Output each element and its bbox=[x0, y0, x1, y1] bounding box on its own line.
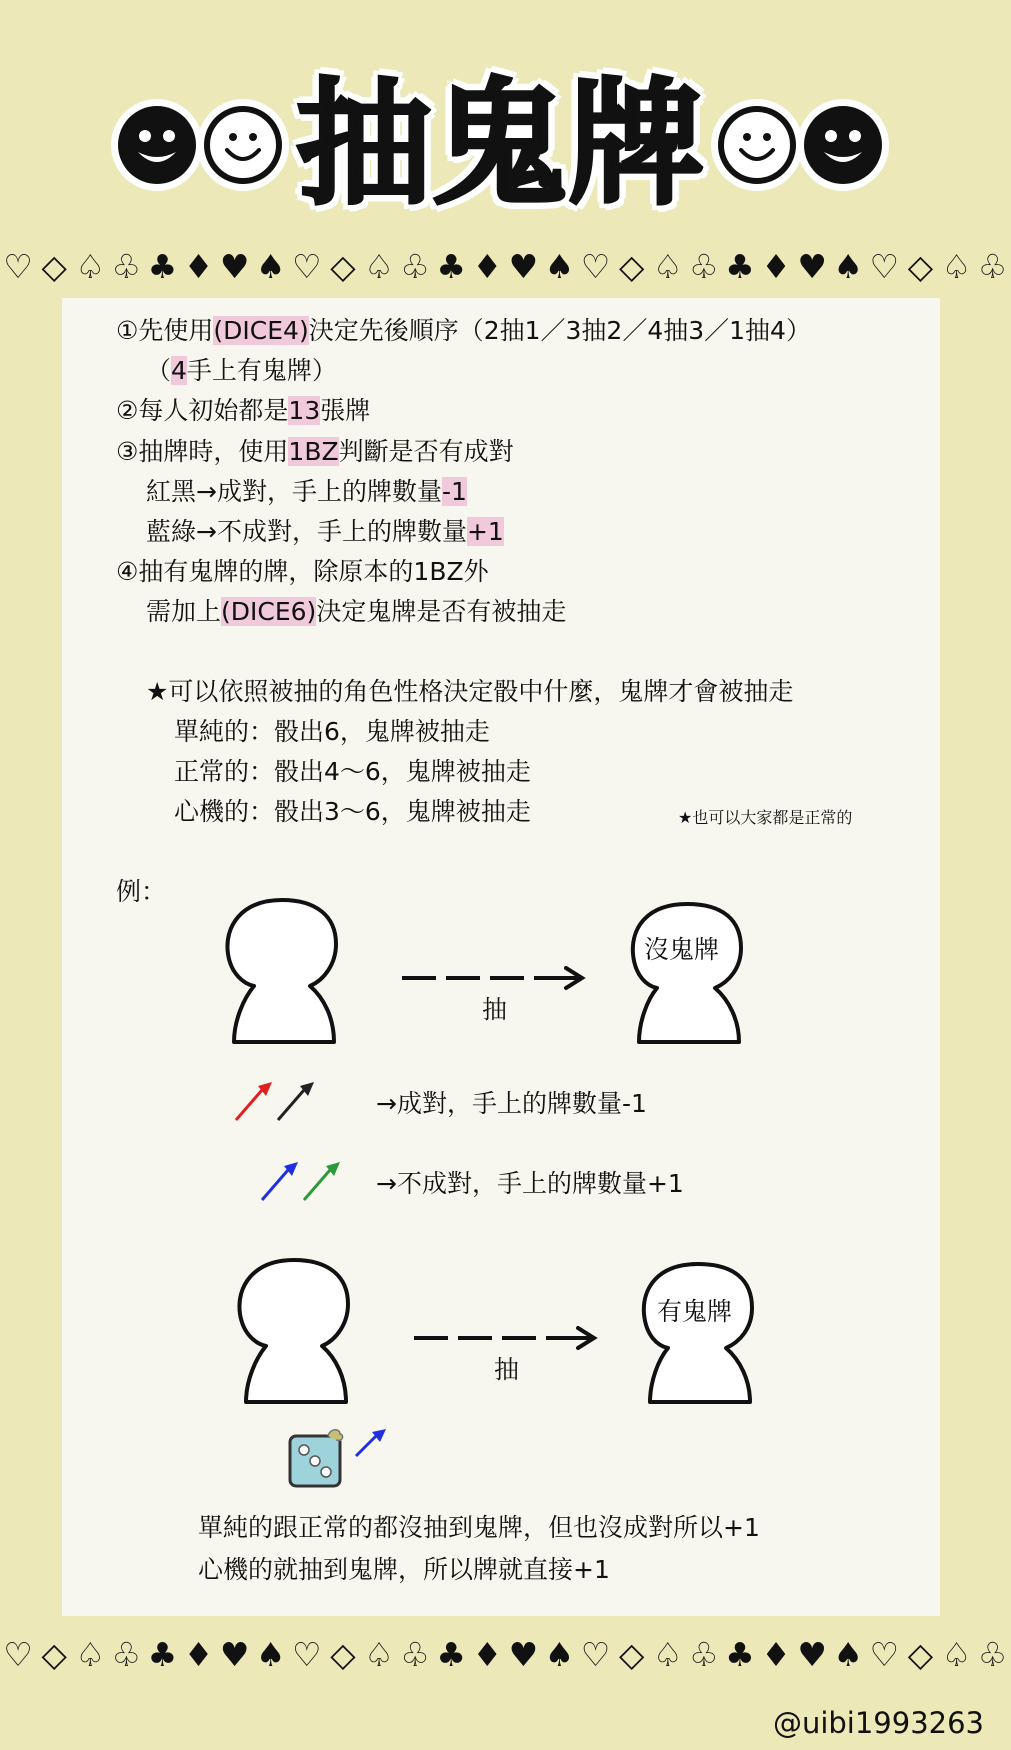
suit-symbol-icon: ◇ bbox=[41, 1635, 67, 1674]
suit-symbol-icon: ♧ bbox=[977, 1635, 1008, 1674]
draw-arrow bbox=[412, 1326, 602, 1350]
black-smiley-icon bbox=[118, 106, 196, 184]
person-figure bbox=[638, 1258, 758, 1406]
rule-text: 張牌 bbox=[320, 396, 371, 425]
has-joker-label: 有鬼牌 bbox=[657, 1297, 733, 1326]
suit-symbol-icon: ♧ bbox=[111, 247, 142, 286]
pair-result-text: →成對，手上的牌數量-1 bbox=[376, 1089, 647, 1118]
rule-highlight: -1 bbox=[441, 477, 467, 506]
suit-symbol-icon: ♡ bbox=[292, 1635, 322, 1674]
suit-symbol-icon: ♣ bbox=[725, 247, 755, 286]
suit-symbol-icon: ♠ bbox=[833, 1635, 863, 1674]
suit-symbol-icon: ◇ bbox=[41, 247, 67, 286]
suit-symbol-icon: ◇ bbox=[618, 1635, 645, 1674]
suit-symbol-icon: ♡ bbox=[292, 247, 322, 286]
suit-symbol-icon: ♥ bbox=[219, 247, 250, 286]
star-note-item: 心機的：骰出3〜6，鬼牌被抽走 bbox=[174, 797, 531, 826]
star-note-headline: ★可以依照被抽的角色性格決定骰中什麼，鬼牌才會被抽走 bbox=[146, 677, 794, 706]
rule-highlight: (DICE4) bbox=[213, 316, 309, 345]
rule-line bbox=[116, 314, 811, 348]
rule-text: 藍綠→不成對，手上的牌數量 bbox=[146, 517, 467, 546]
title-banner bbox=[0, 60, 1000, 230]
rule-line bbox=[146, 515, 504, 549]
suit-symbol-icon: ♥ bbox=[508, 247, 539, 286]
suit-symbol-icon: ♣ bbox=[436, 1635, 466, 1674]
blue-green-pins-icon bbox=[258, 1160, 348, 1204]
suit-symbol-icon: ♦ bbox=[761, 1635, 791, 1674]
suit-symbol-icon: ♡ bbox=[869, 1635, 900, 1674]
rule-text: ③抽牌時，使用 bbox=[116, 437, 289, 466]
suit-symbol-icon: ♤ bbox=[75, 247, 106, 286]
suit-symbol-icon: ♣ bbox=[725, 1635, 755, 1674]
star-note-item: 單純的：骰出6，鬼牌被抽走 bbox=[174, 717, 490, 746]
suit-symbol-icon: ♠ bbox=[544, 247, 575, 286]
rule-line bbox=[146, 354, 337, 388]
suit-border-top bbox=[0, 245, 1008, 289]
suit-symbol-icon: ♤ bbox=[652, 1635, 683, 1674]
dice-icon bbox=[284, 1428, 346, 1490]
suit-symbol-icon: ♦ bbox=[472, 247, 503, 286]
person-figure bbox=[222, 894, 342, 1046]
suit-symbol-icon: ♡ bbox=[3, 1635, 33, 1674]
suit-symbol-icon: ♣ bbox=[147, 1635, 178, 1674]
suit-symbol-icon: ♥ bbox=[219, 1635, 250, 1674]
rules-panel bbox=[62, 298, 940, 1616]
suit-symbol-icon: ♦ bbox=[761, 247, 791, 286]
page-title: 抽鬼牌 bbox=[296, 66, 704, 224]
rule-text: 紅黑→成對，手上的牌數量 bbox=[146, 477, 442, 506]
suit-symbol-icon: ♧ bbox=[977, 247, 1008, 286]
suit-symbol-icon: ♠ bbox=[255, 1635, 286, 1674]
suit-symbol-icon: ♡ bbox=[3, 247, 33, 286]
suit-border-bottom bbox=[0, 1633, 1008, 1677]
rule-highlight: 1BZ bbox=[288, 437, 339, 466]
no-pair-result-text: →不成對，手上的牌數量+1 bbox=[376, 1169, 684, 1198]
suit-symbol-icon: ♤ bbox=[75, 1635, 106, 1674]
suit-symbol-icon: ◇ bbox=[330, 1635, 356, 1674]
blue-pin-icon bbox=[354, 1428, 390, 1458]
star-side-note: ★也可以大家都是正常的 bbox=[678, 808, 853, 827]
rule-text: ②每人初始都是 bbox=[116, 396, 289, 425]
rule-line bbox=[116, 435, 514, 469]
suit-symbol-icon: ♤ bbox=[364, 1635, 394, 1674]
suit-symbol-icon: ♦ bbox=[183, 1635, 214, 1674]
suit-symbol-icon: ♦ bbox=[183, 247, 214, 286]
suit-symbol-icon: ◇ bbox=[907, 1635, 934, 1674]
person-figure bbox=[234, 1254, 354, 1406]
suit-symbol-icon: ♡ bbox=[869, 247, 900, 286]
rule-highlight: (DICE6) bbox=[221, 597, 317, 626]
rule-text: 決定先後順序（2抽1／3抽2／4抽3／1抽4） bbox=[308, 316, 811, 345]
black-smiley-icon bbox=[804, 106, 882, 184]
star-note-item: 正常的：骰出4〜6，鬼牌被抽走 bbox=[174, 757, 531, 786]
rule-text: （ bbox=[146, 356, 172, 385]
rule-text: 手上有鬼牌） bbox=[186, 356, 337, 385]
suit-symbol-icon: ♥ bbox=[508, 1635, 539, 1674]
suit-symbol-icon: ♤ bbox=[941, 1635, 972, 1674]
suit-symbol-icon: ♠ bbox=[833, 247, 863, 286]
white-smiley-icon bbox=[718, 106, 796, 184]
white-smiley-icon bbox=[204, 106, 282, 184]
rule-highlight: 4 bbox=[171, 356, 187, 385]
rule-line bbox=[116, 555, 489, 589]
suit-symbol-icon: ♤ bbox=[364, 247, 394, 286]
suit-symbol-icon: ♧ bbox=[111, 1635, 142, 1674]
suit-symbol-icon: ♠ bbox=[255, 247, 286, 286]
no-joker-label: 沒鬼牌 bbox=[644, 935, 720, 964]
rule-text: 判斷是否有成對 bbox=[338, 437, 514, 466]
suit-symbol-icon: ♡ bbox=[580, 1635, 611, 1674]
red-black-pins-icon bbox=[232, 1080, 322, 1124]
suit-symbol-icon: ♧ bbox=[400, 1635, 430, 1674]
suit-symbol-icon: ♤ bbox=[652, 247, 683, 286]
rule-text: 需加上 bbox=[146, 597, 222, 626]
summary-line: 心機的就抽到鬼牌，所以牌就直接+1 bbox=[198, 1555, 610, 1584]
rule-line bbox=[146, 475, 467, 509]
suit-symbol-icon: ♧ bbox=[689, 1635, 719, 1674]
suit-symbol-icon: ♥ bbox=[797, 247, 827, 286]
suit-symbol-icon: ◇ bbox=[907, 247, 934, 286]
rule-line bbox=[116, 394, 370, 428]
suit-symbol-icon: ♦ bbox=[472, 1635, 503, 1674]
rule-text: ①先使用 bbox=[116, 316, 214, 345]
suit-symbol-icon: ♧ bbox=[689, 247, 719, 286]
arrow-label: 抽 bbox=[482, 995, 508, 1024]
rule-line bbox=[146, 595, 566, 629]
suit-symbol-icon: ◇ bbox=[618, 247, 645, 286]
suit-symbol-icon: ♠ bbox=[544, 1635, 575, 1674]
suit-symbol-icon: ♥ bbox=[797, 1635, 827, 1674]
suit-symbol-icon: ♤ bbox=[941, 247, 972, 286]
author-credit: @uibi1993263 bbox=[772, 1706, 984, 1740]
person-figure bbox=[627, 898, 747, 1046]
draw-arrow bbox=[400, 966, 590, 990]
suit-symbol-icon: ◇ bbox=[330, 247, 356, 286]
rule-text: ④抽有鬼牌的牌，除原本的1BZ外 bbox=[116, 557, 489, 586]
arrow-label: 抽 bbox=[494, 1355, 520, 1384]
summary-line: 單純的跟正常的都沒抽到鬼牌，但也沒成對所以+1 bbox=[198, 1513, 760, 1542]
rule-highlight: +1 bbox=[466, 517, 504, 546]
suit-symbol-icon: ♣ bbox=[436, 247, 466, 286]
rule-highlight: 13 bbox=[288, 396, 321, 425]
suit-symbol-icon: ♧ bbox=[400, 247, 430, 286]
suit-symbol-icon: ♣ bbox=[147, 247, 178, 286]
rule-text: 決定鬼牌是否有被抽走 bbox=[316, 597, 567, 626]
example-label: 例： bbox=[116, 877, 167, 906]
suit-symbol-icon: ♡ bbox=[580, 247, 611, 286]
